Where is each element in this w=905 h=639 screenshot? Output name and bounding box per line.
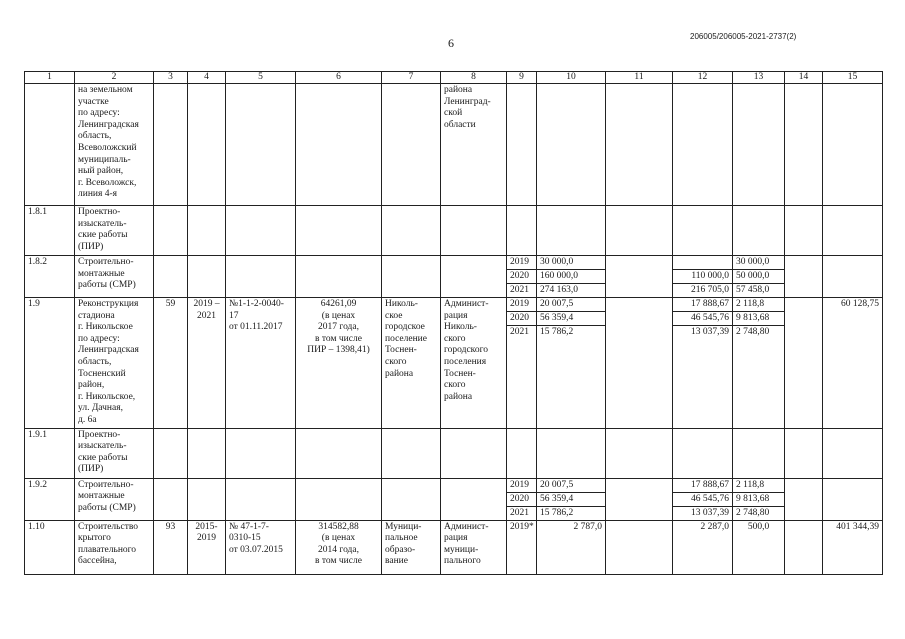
empty-cell xyxy=(441,428,507,478)
text-line: Муници- xyxy=(385,521,422,532)
text-line: д. 6а xyxy=(78,414,97,425)
text-line: 2017 года, xyxy=(318,322,359,333)
text-line: ул. Дачная, xyxy=(78,403,123,414)
row-number-cell: 1.9 xyxy=(25,298,75,429)
text-line: 314582,88 xyxy=(318,521,359,532)
row-number-cell: 1.9.1 xyxy=(25,428,75,478)
text-line: вание xyxy=(385,556,408,567)
text-line: Ленинградская xyxy=(78,345,139,356)
empty-cell xyxy=(188,206,226,256)
empty-cell xyxy=(441,478,507,520)
text-line: 64261,09 xyxy=(320,299,357,309)
power-cell: 59 xyxy=(154,298,188,429)
header-cell: 4 xyxy=(188,72,226,84)
text-line: в том числе xyxy=(315,556,362,567)
municipality-cell xyxy=(382,520,441,574)
year-value: 2020 xyxy=(507,493,536,507)
empty-cell xyxy=(785,520,823,574)
table-row-1-8-2 xyxy=(25,256,883,298)
text-line: городское xyxy=(385,322,425,333)
text-line: (ПИР) xyxy=(78,241,104,252)
amount-value xyxy=(673,256,732,270)
amount-value: 17 888,67 xyxy=(673,479,732,493)
page-number: 6 xyxy=(448,36,454,50)
object-name-cell xyxy=(75,520,154,574)
text-line: Тосненский xyxy=(78,368,126,379)
empty-cell xyxy=(507,206,537,256)
text-line: Тоснен- xyxy=(385,345,417,356)
empty-cell xyxy=(226,256,296,298)
text-line: района xyxy=(444,85,473,95)
regional-budget-cell: 2 287,0 xyxy=(673,520,733,574)
year-cell xyxy=(507,298,537,429)
text-line: ские работы xyxy=(78,452,128,463)
total-value: 160 000,0 xyxy=(537,270,605,284)
text-line: Строительно- xyxy=(78,257,134,267)
empty-cell xyxy=(382,84,441,206)
empty-cell xyxy=(823,84,883,206)
text-line: г. Никольское xyxy=(78,322,133,333)
empty-cell xyxy=(537,206,606,256)
text-line: бассейна, xyxy=(78,556,117,567)
regional-budget-cell xyxy=(673,478,733,520)
expertise-cell xyxy=(226,298,296,429)
empty-cell xyxy=(785,84,823,206)
header-cell: 6 xyxy=(296,72,382,84)
text-line: от 01.11.2017 xyxy=(229,322,283,333)
program-table xyxy=(24,71,883,575)
empty-cell xyxy=(606,520,673,574)
power-cell: 93 xyxy=(154,520,188,574)
header-cell: 11 xyxy=(606,72,673,84)
text-line: г. Всеволожск, xyxy=(78,177,137,188)
amount-value: 9 813,68 xyxy=(733,312,784,326)
text-line: участке xyxy=(78,96,109,107)
header-cell: 1 xyxy=(25,72,75,84)
empty-cell xyxy=(733,206,785,256)
text-line: городского xyxy=(444,345,488,356)
text-line: крытого xyxy=(78,533,111,544)
empty-cell xyxy=(606,428,673,478)
empty-cell xyxy=(823,478,883,520)
text-line: Админист- xyxy=(444,299,489,309)
text-line: Админист- xyxy=(444,521,489,532)
amount-value: 2 118,8 xyxy=(733,298,784,312)
amount-value: 9 813,68 xyxy=(733,493,784,507)
empty-cell xyxy=(296,478,382,520)
text-line: 2019 xyxy=(197,533,216,544)
empty-cell xyxy=(226,428,296,478)
amount-value: 216 705,0 xyxy=(691,285,729,295)
header-cell: 9 xyxy=(507,72,537,84)
empty-cell xyxy=(441,256,507,298)
total-value: 30 000,0 xyxy=(537,256,605,270)
table-row-1-9-2 xyxy=(25,478,883,520)
customer-cell xyxy=(441,84,507,206)
text-line: рация xyxy=(444,533,468,544)
empty-cell xyxy=(785,256,823,298)
period-cell xyxy=(188,298,226,429)
empty-cell xyxy=(226,478,296,520)
text-line: района xyxy=(385,368,414,379)
empty-cell xyxy=(154,206,188,256)
estimate-cell xyxy=(296,298,382,429)
empty-cell xyxy=(154,256,188,298)
empty-cell xyxy=(188,256,226,298)
empty-cell xyxy=(537,428,606,478)
empty-cell xyxy=(226,206,296,256)
amount-value: 50 000,0 xyxy=(733,270,784,284)
empty-cell xyxy=(733,84,785,206)
text-line: по адресу: xyxy=(78,333,120,344)
empty-cell xyxy=(188,428,226,478)
regional-budget-cell xyxy=(673,256,733,298)
year-value: 2019 xyxy=(507,479,536,493)
balance-cell: 60 128,75 xyxy=(823,298,883,429)
header-cell: 3 xyxy=(154,72,188,84)
local-budget-cell: 500,0 xyxy=(733,520,785,574)
empty-cell xyxy=(296,256,382,298)
row-number-cell: 1.8.2 xyxy=(25,256,75,298)
year-value: 2020 xyxy=(507,270,536,284)
text-line: область, xyxy=(78,131,112,142)
empty-cell xyxy=(382,428,441,478)
empty-cell xyxy=(296,84,382,206)
empty-cell xyxy=(673,84,733,206)
text-line: (в ценах xyxy=(321,310,356,321)
text-line: образо- xyxy=(385,544,416,555)
row-number-cell: 1.10 xyxy=(25,520,75,574)
amount-value: 13 037,39 xyxy=(691,507,729,518)
empty-cell xyxy=(507,84,537,206)
total-value: 274 163,0 xyxy=(540,285,578,295)
text-line: 2015- xyxy=(195,521,218,532)
header-cell: 15 xyxy=(823,72,883,84)
balance-cell: 401 344,39 xyxy=(823,520,883,574)
text-line: 2021 xyxy=(197,310,216,321)
table-row-continuation xyxy=(25,84,883,206)
text-line: №1-1-2-0040- xyxy=(229,299,284,309)
text-line: изыскатель- xyxy=(78,218,127,229)
total-value: 15 786,2 xyxy=(540,507,574,518)
empty-cell xyxy=(673,428,733,478)
text-line: область, xyxy=(78,356,112,367)
text-line: Ленинград- xyxy=(444,96,491,107)
year-cell: 2019* xyxy=(507,520,537,574)
empty-cell xyxy=(441,206,507,256)
text-line: монтажные xyxy=(78,491,125,502)
amount-value: 110 000,0 xyxy=(673,270,732,284)
year-value: 2021 xyxy=(510,507,529,518)
text-line: 2014 года, xyxy=(318,544,359,555)
empty-cell xyxy=(606,298,673,429)
amount-value: 13 037,39 xyxy=(691,327,729,337)
header-cell: 14 xyxy=(785,72,823,84)
total-cell xyxy=(537,298,606,429)
text-line: от 03.07.2015 xyxy=(229,544,283,555)
table-row-1-10 xyxy=(25,520,883,574)
text-line: района xyxy=(444,391,473,402)
empty-cell xyxy=(296,428,382,478)
amount-value: 2 748,80 xyxy=(736,327,770,337)
text-line: Реконструкция xyxy=(78,299,139,309)
text-line: Проектно- xyxy=(78,429,121,440)
text-line: ный район, xyxy=(78,166,124,177)
empty-cell xyxy=(823,428,883,478)
text-line: муници- xyxy=(444,544,479,555)
text-line: 2019 – xyxy=(193,299,220,309)
total-cell xyxy=(537,478,606,520)
year-value: 2019 xyxy=(507,256,536,270)
empty-cell xyxy=(606,256,673,298)
text-line: 17 xyxy=(229,310,239,321)
empty-cell xyxy=(785,206,823,256)
amount-value: 30 000,0 xyxy=(733,256,784,270)
table-row-1-8-1 xyxy=(25,206,883,256)
text-line: ского xyxy=(385,356,407,367)
year-cell xyxy=(507,256,537,298)
empty-cell xyxy=(823,206,883,256)
header-cell: 8 xyxy=(441,72,507,84)
object-name-cell xyxy=(75,478,154,520)
empty-cell xyxy=(154,84,188,206)
text-line: плавательного xyxy=(78,544,137,555)
year-value: 2019 xyxy=(507,298,536,312)
text-line: ского xyxy=(444,380,466,391)
header-cell: 10 xyxy=(537,72,606,84)
object-name-cell xyxy=(75,256,154,298)
empty-cell xyxy=(154,428,188,478)
text-line: поселение xyxy=(385,333,427,344)
local-budget-cell xyxy=(733,256,785,298)
period-cell xyxy=(188,520,226,574)
empty-cell xyxy=(507,428,537,478)
empty-cell xyxy=(606,206,673,256)
amount-value: 46 545,76 xyxy=(673,493,732,507)
empty-cell xyxy=(785,428,823,478)
header-cell: 13 xyxy=(733,72,785,84)
text-line: ские работы xyxy=(78,230,128,241)
text-line: № 47-1-7- xyxy=(229,521,269,532)
empty-cell xyxy=(226,84,296,206)
header-cell: 5 xyxy=(226,72,296,84)
row-number-cell: 1.8.1 xyxy=(25,206,75,256)
header-cell: 2 xyxy=(75,72,154,84)
total-value: 56 359,4 xyxy=(537,312,605,326)
text-line: ской xyxy=(444,108,463,119)
text-line: работы (СМР) xyxy=(78,280,136,291)
estimate-cell xyxy=(296,520,382,574)
text-line: ского xyxy=(444,333,466,344)
header-cell: 12 xyxy=(673,72,733,84)
amount-value: 2 118,8 xyxy=(733,479,784,493)
year-value: 2021 xyxy=(510,327,529,337)
empty-cell xyxy=(823,256,883,298)
amount-value: 17 888,67 xyxy=(673,298,732,312)
text-line: ское xyxy=(385,310,403,321)
text-line: пальное xyxy=(385,533,418,544)
text-line: (ПИР) xyxy=(78,464,104,475)
empty-cell xyxy=(606,84,673,206)
table-row-1-9-1 xyxy=(25,428,883,478)
empty-cell xyxy=(382,256,441,298)
text-line: по адресу: xyxy=(78,108,120,119)
text-line: район, xyxy=(78,380,105,391)
local-budget-cell xyxy=(733,298,785,429)
empty-cell xyxy=(188,478,226,520)
empty-cell xyxy=(382,478,441,520)
total-value: 20 007,5 xyxy=(537,479,605,493)
local-budget-cell xyxy=(733,478,785,520)
total-value: 20 007,5 xyxy=(537,298,605,312)
text-line: Строительно- xyxy=(78,479,134,490)
text-line: ПИР – 1398,41) xyxy=(307,345,370,356)
empty-cell xyxy=(606,478,673,520)
amount-value: 2 748,80 xyxy=(736,507,770,518)
row-number-cell xyxy=(25,84,75,206)
text-line: г. Никольское, xyxy=(78,391,136,402)
text-line: пального xyxy=(444,556,481,567)
empty-cell xyxy=(154,478,188,520)
text-line: работы (СМР) xyxy=(78,502,136,513)
text-line: изыскатель- xyxy=(78,441,127,452)
text-line: Николь- xyxy=(385,299,418,309)
text-line: Проектно- xyxy=(78,207,121,217)
empty-cell xyxy=(785,478,823,520)
header-row xyxy=(25,72,883,84)
text-line: муниципаль- xyxy=(78,154,131,165)
empty-cell xyxy=(296,206,382,256)
expertise-cell xyxy=(226,520,296,574)
text-line: Строительство xyxy=(78,521,139,532)
text-line: в том числе xyxy=(315,333,362,344)
customer-cell xyxy=(441,298,507,429)
text-line: (в ценах xyxy=(321,533,356,544)
table-row-1-9 xyxy=(25,298,883,429)
object-name-cell xyxy=(75,206,154,256)
object-name-cell xyxy=(75,428,154,478)
text-line: поселения xyxy=(444,356,487,367)
empty-cell xyxy=(537,84,606,206)
text-line: Тоснен- xyxy=(444,368,476,379)
total-value: 15 786,2 xyxy=(540,327,574,337)
object-name-cell xyxy=(75,298,154,429)
amount-value: 46 545,76 xyxy=(673,312,732,326)
header-cell: 7 xyxy=(382,72,441,84)
year-value: 2021 xyxy=(510,285,529,295)
total-cell: 2 787,0 xyxy=(537,520,606,574)
amount-value: 57 458,0 xyxy=(736,285,770,295)
empty-cell xyxy=(733,428,785,478)
text-line: Ленинградская xyxy=(78,119,139,130)
municipality-cell xyxy=(382,298,441,429)
text-line: Всеволожский xyxy=(78,142,137,153)
empty-cell xyxy=(382,206,441,256)
text-line: рация xyxy=(444,310,468,321)
empty-cell xyxy=(673,206,733,256)
total-value: 56 359,4 xyxy=(537,493,605,507)
row-number-cell: 1.9.2 xyxy=(25,478,75,520)
text-line: на земельном xyxy=(78,85,133,95)
object-name-cell xyxy=(75,84,154,206)
regional-budget-cell xyxy=(673,298,733,429)
text-line: линия 4-я xyxy=(78,189,118,200)
text-line: монтажные xyxy=(78,268,125,279)
text-line: стадиона xyxy=(78,310,115,321)
text-line: 0310-15 xyxy=(229,533,261,544)
year-cell xyxy=(507,478,537,520)
empty-cell xyxy=(785,298,823,429)
total-cell xyxy=(537,256,606,298)
text-line: области xyxy=(444,119,476,130)
text-line: Николь- xyxy=(444,322,477,333)
document-id: 206005/206005-2021-2737(2) xyxy=(690,32,797,41)
empty-cell xyxy=(188,84,226,206)
year-value: 2020 xyxy=(507,312,536,326)
customer-cell xyxy=(441,520,507,574)
